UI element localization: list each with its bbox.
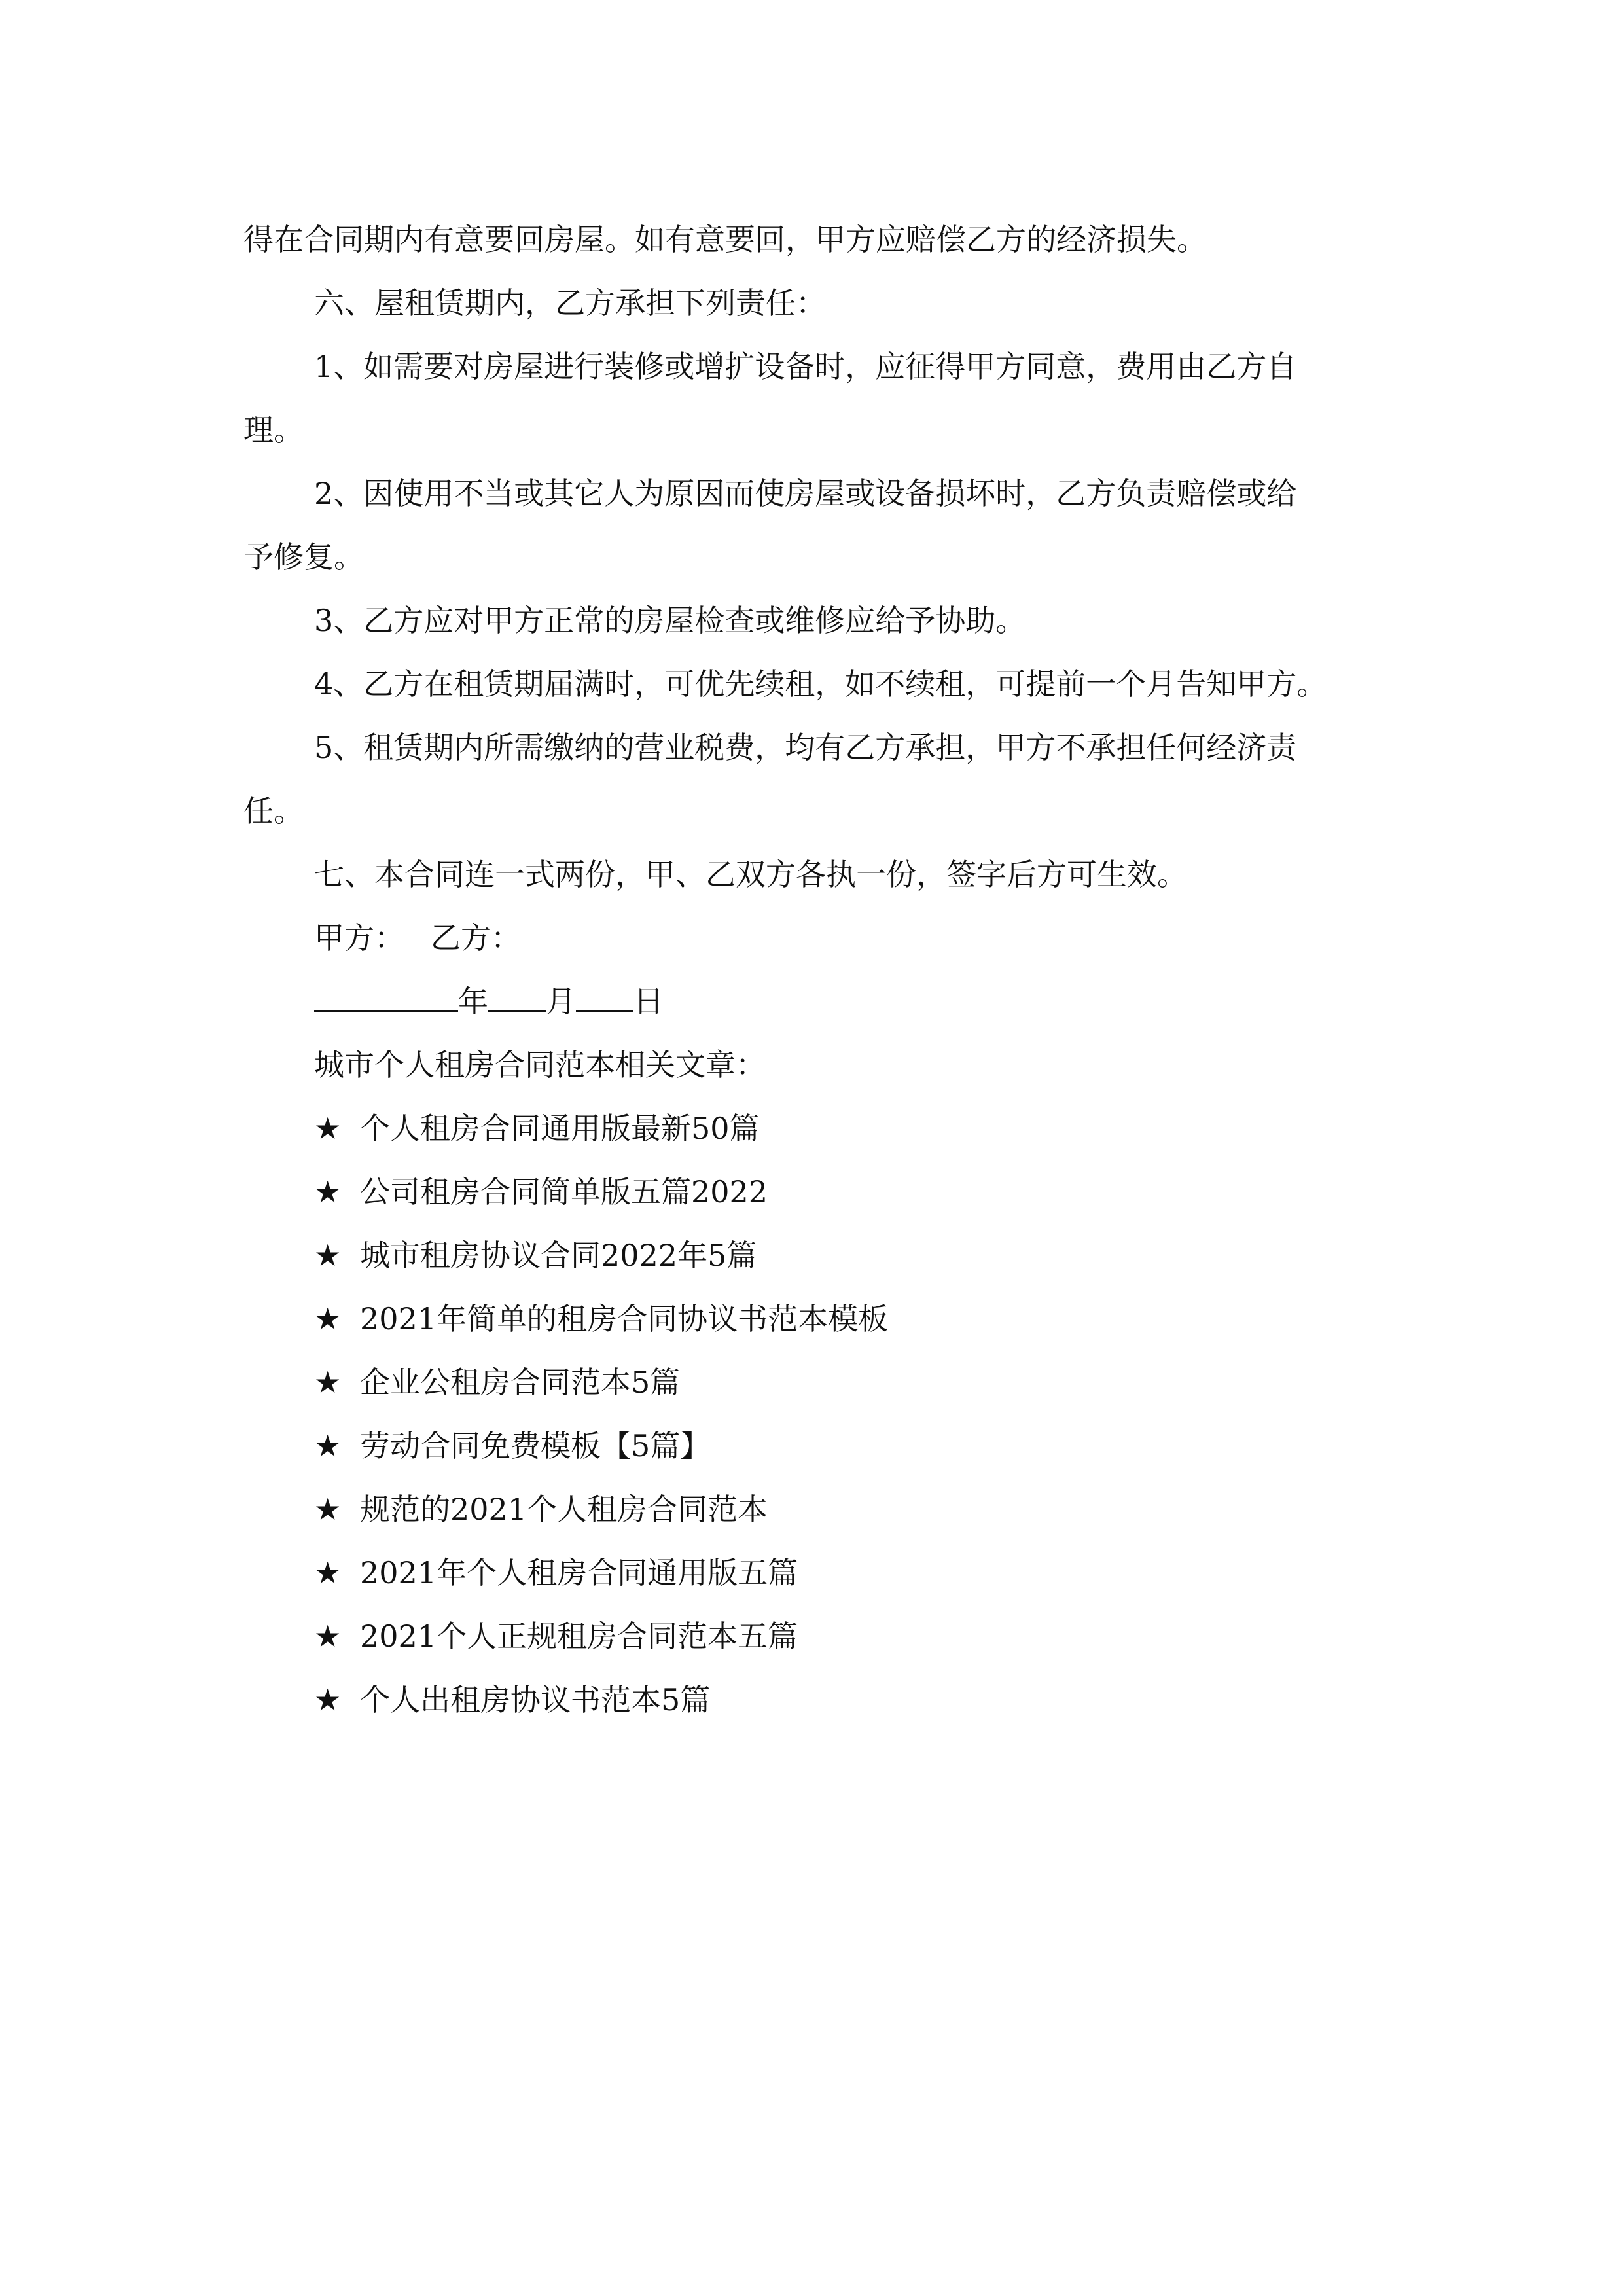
related-article-link[interactable] — [243, 1160, 1389, 1224]
year-blank — [314, 980, 458, 1012]
star-icon: ★ — [314, 1492, 342, 1527]
star-icon: ★ — [314, 1111, 342, 1146]
related-article-link[interactable] — [243, 1605, 1389, 1668]
related-article-link[interactable] — [243, 1287, 1389, 1351]
paragraph-line: 2、因使用不当或其它人为原因而使房屋或设备损坏时，乙方负责赔偿或给 — [314, 476, 1297, 511]
star-icon: ★ — [314, 1682, 342, 1717]
day-blank — [576, 980, 633, 1012]
star-icon: ★ — [314, 1619, 342, 1654]
star-icon: ★ — [314, 1238, 342, 1273]
paragraph-line: 1、如需要对房屋进行装修或增扩设备时，应征得甲方同意，费用由乙方自 — [314, 349, 1297, 384]
related-article-link[interactable] — [243, 1351, 1389, 1414]
paragraph-line: 得在合同期内有意要回房屋。如有意要回，甲方应赔偿乙方的经济损失。 — [243, 222, 1207, 257]
paragraph-line: 予修复。 — [243, 539, 364, 575]
related-article-text[interactable]: 规范的2021个人租房合同范本 — [360, 1492, 768, 1527]
related-article-link[interactable] — [243, 1478, 1389, 1541]
related-article-text[interactable]: 企业公租房合同范本5篇 — [360, 1365, 681, 1400]
related-article-link[interactable] — [243, 1414, 1389, 1478]
paragraph-line: 5、租赁期内所需缴纳的营业税费，均有乙方承担，甲方不承担任何经济责 — [314, 730, 1297, 765]
related-article-link[interactable] — [243, 1541, 1389, 1605]
related-article-text[interactable]: 城市租房协议合同2022年5篇 — [360, 1238, 757, 1273]
month-blank — [488, 980, 546, 1012]
related-article-text[interactable]: 2021年简单的租房合同协议书范本模板 — [360, 1301, 889, 1336]
star-icon: ★ — [314, 1365, 342, 1400]
party-a-label: 甲方： — [314, 920, 404, 956]
related-article-link[interactable] — [243, 1097, 1389, 1160]
section-heading: 六、屋租赁期内，乙方承担下列责任： — [314, 285, 826, 321]
document-body — [243, 208, 1389, 1732]
related-article-text[interactable]: 2021个人正规租房合同范本五篇 — [360, 1619, 798, 1654]
paragraph-line: 4、乙方在租赁期届满时，可优先续租，如不续租，可提前一个月告知甲方。 — [314, 666, 1327, 702]
related-article-text[interactable]: 个人出租房协议书范本5篇 — [360, 1682, 711, 1717]
related-articles-title: 城市个人租房合同范本相关文章： — [314, 1047, 766, 1083]
star-icon: ★ — [314, 1174, 342, 1210]
related-article-text[interactable]: 公司租房合同简单版五篇2022 — [360, 1174, 768, 1210]
related-article-text[interactable]: 劳动合同免费模板【5篇】 — [360, 1428, 711, 1463]
month-label: 月 — [546, 984, 576, 1019]
related-article-link[interactable] — [243, 1224, 1389, 1287]
star-icon: ★ — [314, 1301, 342, 1336]
star-icon: ★ — [314, 1428, 342, 1463]
year-label: 年 — [458, 984, 488, 1019]
date-line — [243, 970, 1389, 1033]
day-label: 日 — [633, 984, 664, 1019]
party-b-label: 乙方： — [431, 920, 521, 956]
related-article-text[interactable]: 个人租房合同通用版最新50篇 — [360, 1111, 760, 1146]
related-article-text[interactable]: 2021年个人租房合同通用版五篇 — [360, 1555, 798, 1590]
section-heading: 七、本合同连一式两份，甲、乙双方各执一份，签字后方可生效。 — [314, 857, 1187, 892]
paragraph-line: 3、乙方应对甲方正常的房屋检查或维修应给予协助。 — [314, 603, 1026, 638]
signature-line — [243, 906, 1389, 970]
paragraph-line: 理。 — [243, 412, 304, 448]
paragraph-line: 任。 — [243, 793, 304, 829]
related-article-link[interactable] — [243, 1668, 1389, 1732]
star-icon: ★ — [314, 1555, 342, 1590]
